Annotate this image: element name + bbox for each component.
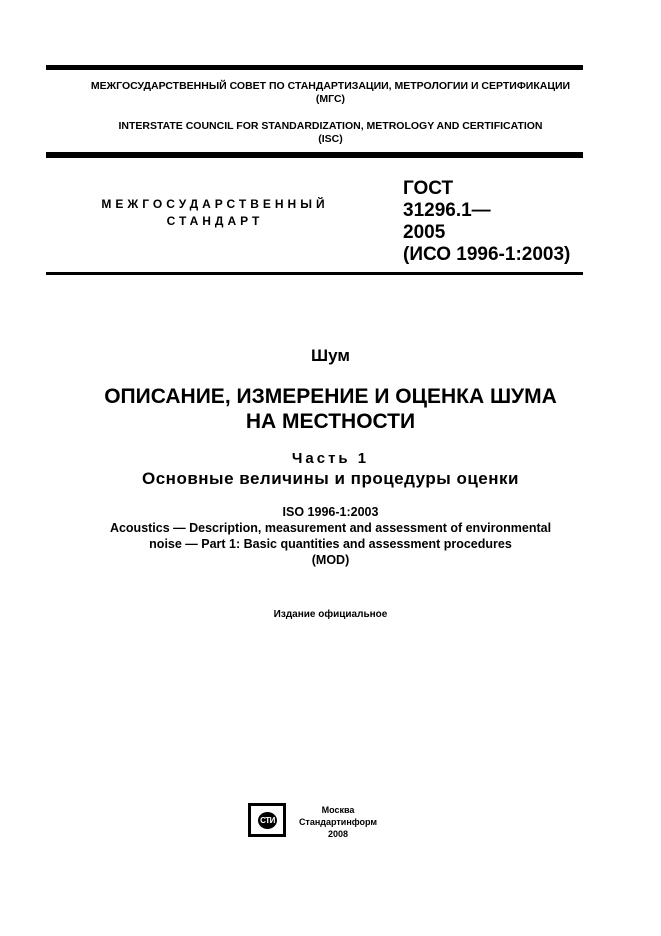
iso-code: ISO 1996-1:2003 (282, 505, 379, 519)
iso-title-line2: noise — Part 1: Basic quantities and assessment procedures (149, 537, 512, 551)
designation-iso-equivalent: (ИСО 1996-1:2003) (403, 244, 571, 265)
council-name-en (0, 120, 661, 146)
iso-reference (0, 504, 661, 568)
designation-prefix: ГОСТ (403, 178, 454, 199)
logo-emblem (258, 812, 277, 829)
designation-divider (46, 272, 583, 275)
designation-year: 2005 (403, 222, 446, 243)
standartinform-logo-icon (248, 803, 286, 837)
council-ru-text: МЕЖГОСУДАРСТВЕННЫЙ СОВЕТ ПО СТАНДАРТИЗАЦИИ, МЕТРОЛОГИИ И СЕРТИФИКАЦИИ (90, 80, 571, 92)
council-en-text: INTERSTATE COUNCIL FOR STANDARDIZATION, METROLOGY AND CERTIFICATION (118, 120, 543, 132)
document-subtitle: Основные величины и процедуры оценки (142, 469, 519, 488)
document-topic: Шум (311, 346, 350, 365)
logo-text: СТИ (260, 816, 275, 825)
council-en-abbr: (ISC) (318, 133, 343, 145)
publisher-block (293, 804, 383, 840)
document-part: Часть 1 (291, 450, 370, 467)
header-divider (46, 152, 583, 158)
standard-type-line1: МЕЖГОСУДАРСТВЕННЫЙ (101, 197, 329, 211)
iso-mod: (MOD) (311, 553, 350, 567)
standard-type-line2: СТАНДАРТ (166, 214, 264, 228)
document-title-line1: ОПИСАНИЕ, ИЗМЕРЕНИЕ И ОЦЕНКА ШУМА (104, 385, 557, 408)
document-title (0, 384, 661, 434)
edition-label: Издание официальное (273, 609, 388, 620)
publisher-name: Стандартинформ (298, 817, 378, 827)
publisher-year: 2008 (327, 829, 349, 839)
top-divider (46, 65, 583, 70)
iso-title-line1: Acoustics — Description, measurement and assessment of environmental (109, 521, 552, 535)
standard-designation (403, 178, 570, 266)
designation-number: 31296.1— (403, 200, 491, 221)
council-ru-abbr: (МГС) (315, 93, 346, 105)
standard-type-label (70, 196, 360, 230)
publisher-city: Москва (321, 805, 355, 815)
document-title-line2: НА МЕСТНОСТИ (245, 410, 416, 433)
council-name-ru (0, 80, 661, 106)
